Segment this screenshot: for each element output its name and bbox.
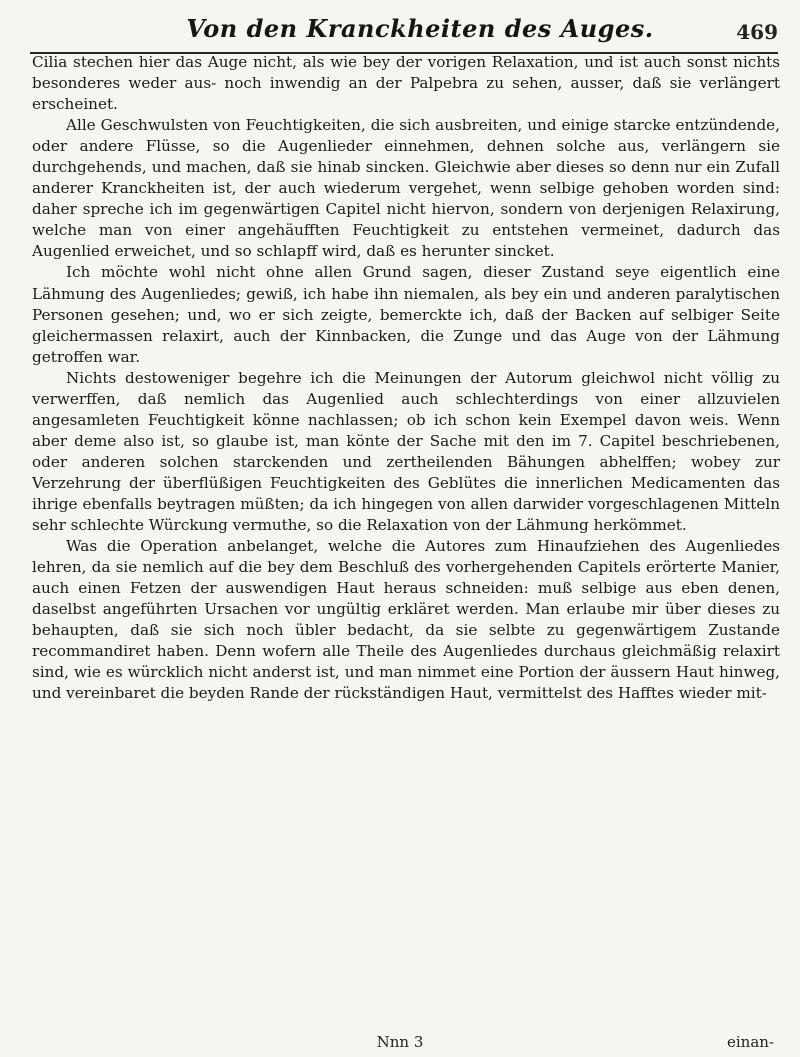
paragraph-2: Alle Geschwulsten von Feuchtigkeiten, die sich ausbreiten, und einige starcke entzündende, oder andere Flüsse, so die Augenlieder einnehmen, dehnen solche aus, verlängern sie durchgehends, und machen, daß sie hinab sincken. Gleichwie aber dieses so denn nur ein Zufall anderer Kranckheiten ist, der auch wiederum vergehet, wenn selbige gehoben worden sind: daher spreche ich im gegenwärtigen Capitel nicht hiervon, sondern von derjenigen Relaxirung, welche man von einer angehäufften Feuchtigkeit zu entstehen vermeinet, dadurch das Augenlied erweichet, und so schlapff wird, daß es herunter sincket.	[32, 116, 780, 261]
running-title: Von den Kranckheiten des Auges.	[186, 14, 654, 43]
page-number: 469	[736, 20, 778, 44]
catchword: einan-	[726, 1033, 774, 1051]
signature-mark: Nnn 3	[376, 1033, 424, 1051]
paragraph-4: Nichts destoweniger begehre ich die Meinungen der Autorum gleichwol nicht völlig zu verwerffen, daß nemlich das Augenlied auch schlechterdings von einer allzuvielen angesamleten Feuchtigkeit könne nachlassen; ob ich schon kein Exempel davon weis. Wenn aber deme also ist, so glaube ist, man könte der Sache mit den im 7. Capitel beschriebenen, oder anderen solchen starckenden und zertheilenden Bähungen abhelffen; wobey zur Verzehrung der überflüßigen Feuchtigkeiten des Geblütes die innerlichen Medicamenten das ihrige ebenfalls beytragen müßten; da ich hingegen von allen darwider vorgeschlagenen Mitteln sehr schlechte Würckung vermuthe, so die Relaxation von der Lähmung herkömmet.	[32, 368, 780, 535]
paragraph-5: Was die Operation anbelanget, welche die Autores zum Hinaufziehen des Augenliedes lehren, da sie nemlich auf die bey dem Beschluß des vorhergehenden Capitels erörterte Manier, auch einen Fetzen der auswendigen Haut heraus schneiden: muß selbige aus eben denen, daselbst angeführten Ursachen vor ungültig erkläret werden. Man erlaube mir über dieses zu behaupten, daß sie sich noch übler bedacht, da sie selbte zu gegenwärtigem Zustande recommandiret haben. Denn wofern alle Theile des Augenliedes durchaus gleichmäßig relaxirt sind, wie es würcklich nicht anderst ist, und man nimmet eine Portion der äussern Haut hinweg, und vereinbaret die beyden Rande der rückständigen Haut, vermittelst des Hafftes wieder mit-	[32, 537, 780, 703]
paragraph-1: Cilia stechen hier das Auge nicht, als wie bey der vorigen Relaxation, und ist auch sonst nichts besonderes weder aus- noch inwendig an der Palpebra zu sehen, ausser, daß sie verlängert erscheinet.	[32, 53, 780, 114]
page-header	[30, 6, 778, 54]
body-text	[32, 52, 780, 1031]
paragraph-3: Ich möchte wohl nicht ohne allen Grund sagen, dieser Zustand seye eigentlich eine Lähmung des Augenliedes; gewiß, ich habe ihn niemalen, als bey ein und anderen paralytischen Personen gesehen; und, wo er sich zeigte, bemerckte ich, daß der Backen auf selbiger Seite gleichermassen relaxirt, auch der Kinnbacken, die Zunge und das Auge von der Lähmung getroffen war.	[32, 263, 780, 366]
